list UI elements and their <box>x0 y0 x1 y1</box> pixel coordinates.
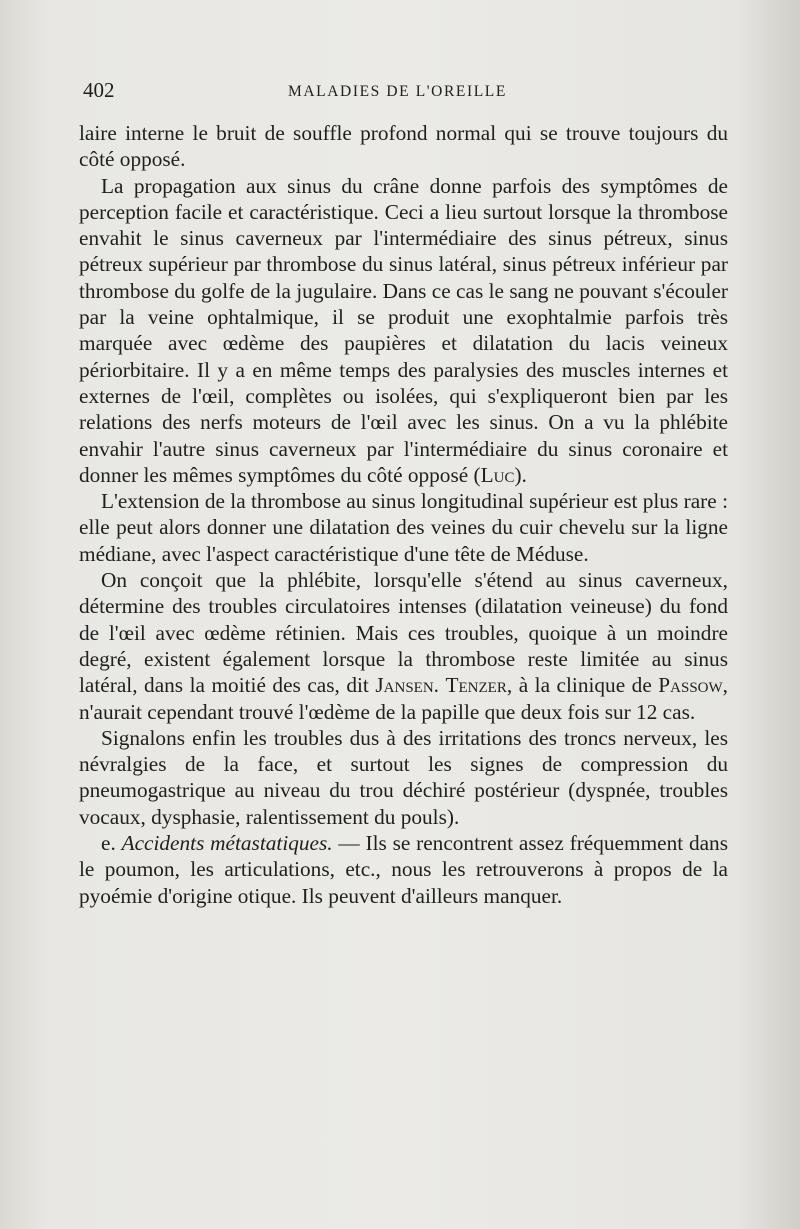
paragraph-3 <box>79 488 728 567</box>
paragraph-6-text: — Ils se rencontrent assez fréquemment dans le poumon, les articulations, etc., nous les retrouverons à propos de la pyoémie d'origine otique. Ils peuvent d'ailleurs manquer. <box>79 831 728 908</box>
paragraph-4-text-c: , à la clinique de <box>506 673 659 698</box>
paragraph-2-text: La propagation aux sinus du crâne donne parfois des symptômes de perception facile et caractéristique. Ceci a lieu surtout lorsque la thrombose envahit le sinus caverneux par l'intermédiaire des sinus pétreux, sinus pétreux supérieur par thrombose du sinus latéral, sinus pétreux inférieur par thrombose du golfe de la jugulaire. Dans ce cas le sang ne pouvant s'écouler par la veine ophtalmique, il se produit une exophtalmie parfois très marquée avec œdème des paupières et dilatation du lacis veineux périorbitaire. Il y a en même temps des paralysies des muscles internes et externes de l'œil, complètes ou isolées, qui s'expliqueront bien par les relations des nerfs moteurs de l'œil avec les sinus. On a vu la phlébite envahir l'autre sinus caverneux par l'intermédiaire du sinus coronaire et donner les mêmes symptômes du côté opposé ( <box>79 173 728 487</box>
author-name-jansen: Jansen <box>375 673 434 698</box>
body-text <box>79 120 728 909</box>
page-header <box>83 78 728 108</box>
author-name-luc: Luc <box>480 462 515 487</box>
paragraph-2 <box>79 173 728 489</box>
page-number: 402 <box>83 78 115 102</box>
paragraph-5 <box>79 725 728 830</box>
author-name-tenzer: Tenzer <box>445 673 507 698</box>
running-title: MALADIES DE L'OREILLE <box>288 83 507 100</box>
paragraph-6 <box>79 830 728 909</box>
paragraph-5-text: Signalons enfin les troubles dus à des irritations des troncs nerveux, les névralgies de la face, et surtout les signes de compression du pneumogastrique au niveau du trou déchiré postérieur (dyspnée, troubles vocaux, dysphasie, ralentissement du pouls). <box>79 725 728 829</box>
paragraph-1-text: laire interne le bruit de souffle profond normal qui se trouve toujours du côté opposé. <box>79 121 728 172</box>
section-letter: e. <box>101 831 122 856</box>
paragraph-4-text-d: , n'aurait cependant trouvé l'œdème de la papille que deux fois sur 12 cas. <box>79 673 728 724</box>
paragraph-1 <box>79 120 728 173</box>
paragraph-4-text-b: . <box>433 673 446 698</box>
paragraph-3-text: L'extension de la thrombose au sinus longitudinal supérieur est plus rare : elle peut alors donner une dilatation des veines du cuir chevelu sur la ligne médiane, avec l'aspect caractéristique d'une tête de Méduse. <box>79 489 728 566</box>
paragraph-2-end: ). <box>514 462 527 487</box>
section-heading: Accidents métastatiques. <box>121 831 333 856</box>
author-name-passow: Passow <box>658 673 723 698</box>
paragraph-4 <box>79 567 728 725</box>
paragraph-4-text-a: On conçoit que la phlébite, lorsqu'elle s'étend au sinus caverneux, détermine des troubles circulatoires intenses (dilatation veineuse) du fond de l'œil avec œdème rétinien. Mais ces troubles, quoique à un moindre degré, existent également lorsque la thrombose reste limitée au sinus latéral, dans la moitié des cas, dit <box>79 568 728 698</box>
